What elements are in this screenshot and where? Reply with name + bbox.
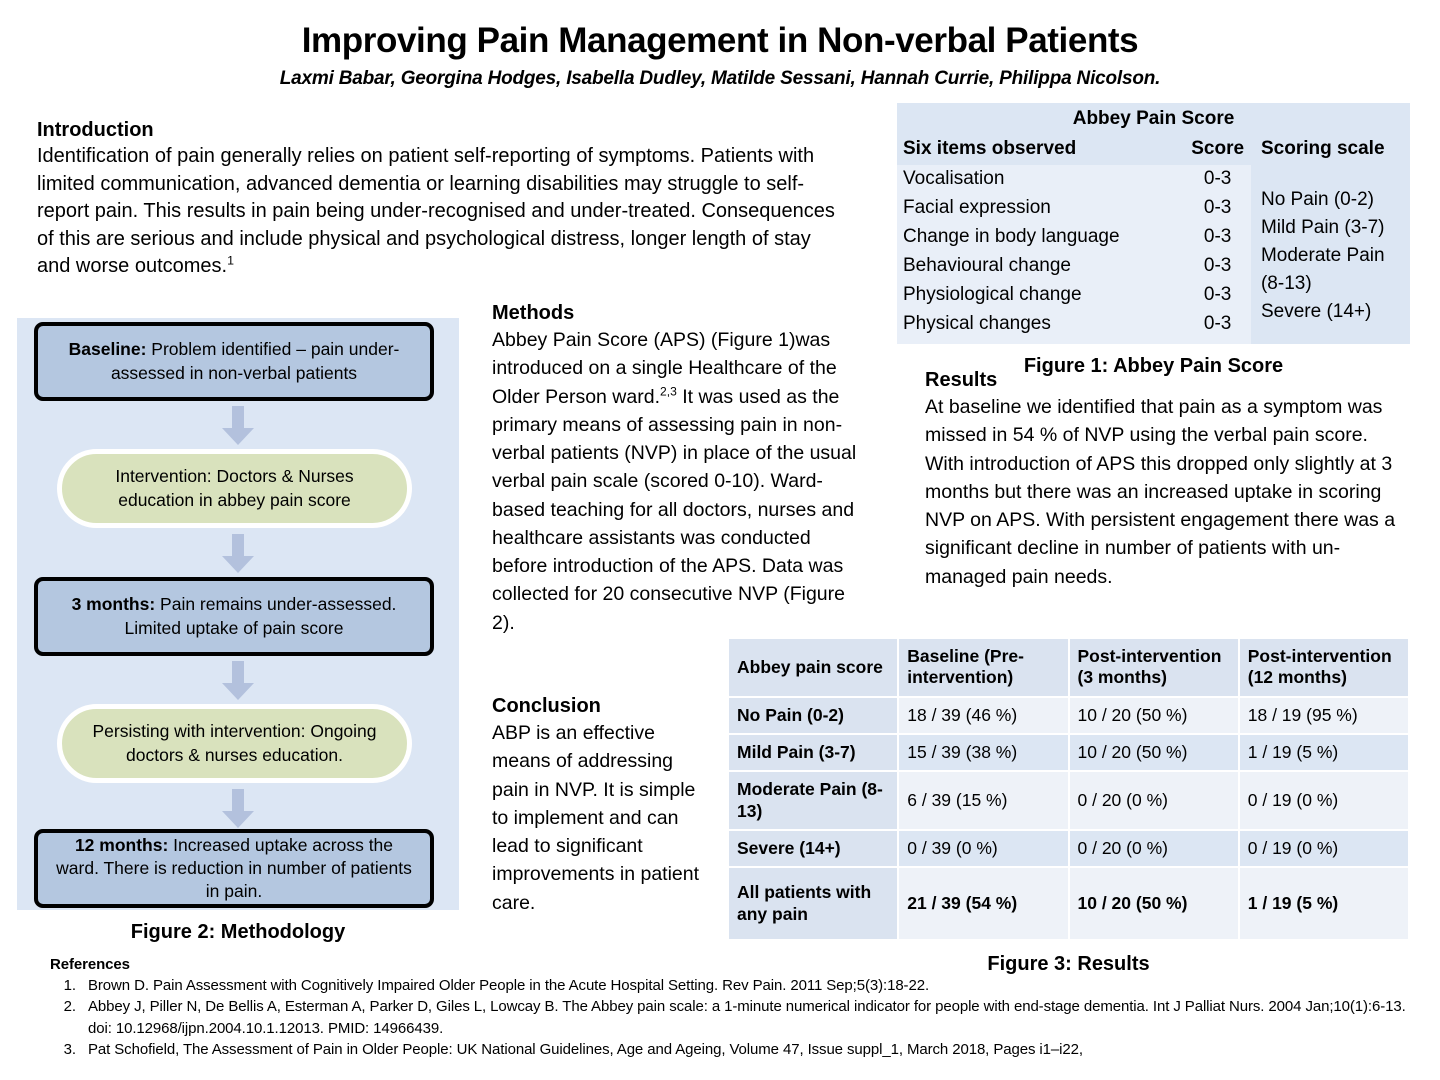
references-section (50, 956, 1420, 1060)
introduction-citation-marker: 1 (227, 253, 235, 268)
scoring-scale-list (1261, 186, 1404, 326)
conclusion-body: ABP is an effective means of addressing pain in NVP. It is simple to implement and can lead to significant improvements in patient care. (492, 722, 700, 914)
abbey-pain-score-table (897, 103, 1410, 344)
results-body: At baseline we identified that pain as a symptom was missed in 54 % of NVP using the verbal pain score. With introduction of APS this dropped only slightly at 3 months but there was an increased uptake in scoring NVP on APS. With persistent engagement there was a significant decline in number of patients with un-managed pain needs. (925, 396, 1396, 588)
aps-item-label: Vocalisation (897, 165, 1184, 194)
references-list (50, 975, 1420, 1060)
table-row (897, 103, 1410, 136)
results-cell-12-months: 1 / 19 (5 %) (1240, 735, 1408, 770)
aps-item-score: 0-3 (1184, 194, 1251, 223)
reference-item: 2. Abbey J, Piller N, De Bellis A, Esterman A, Parker D, Giles L, Lowcay B. The Abbey pain scale: a 1-minute numerical indicator for people with end-stage dementia. Int J Palliat Nurs. 2004 Jan;10(1):6-13. doi: 10.12968/ijpn.2004.10.1.12013. PMID: 14966439. (80, 996, 1420, 1039)
results-row-label: Severe (14+) (729, 831, 897, 866)
results-col-header-score: Abbey pain score (729, 639, 897, 696)
results-cell-12-months: 0 / 19 (0 %) (1240, 831, 1408, 866)
aps-item-label: Physical changes (897, 310, 1184, 344)
results-cell-baseline: 21 / 39 (54 %) (899, 868, 1067, 939)
results-cell-baseline: 6 / 39 (15 %) (899, 772, 1067, 829)
flow-step-baseline-text: Problem identified – pain under-assessed in non-verbal patients (110, 339, 400, 383)
results-row-label: Mild Pain (3-7) (729, 735, 897, 770)
column-header-scale-cell (1251, 136, 1410, 344)
flow-step-3-months-text: Pain remains under-assessed. Limited uptake of pain score (124, 594, 397, 638)
conclusion-section (492, 694, 700, 917)
aps-item-score: 0-3 (1184, 223, 1251, 252)
methods-citation-marker: 2,3 (660, 384, 677, 399)
table-row-total (729, 868, 1408, 939)
methods-body-part2: It was used as the primary means of assessing pain in non-verbal patients (NVP) in place of the usual verbal pain scale (scored 0-10). Ward-based teaching for all doctors, nurses and healthcare assistants was conducted before introduction of the APS. Data was collected for 20 consecutive NVP (Figure 2). (492, 385, 857, 634)
figure2-caption: Figure 2: Methodology (130, 921, 346, 943)
column-header-items: Six items observed (897, 136, 1184, 165)
flow-step-3-months-label: 3 months: (71, 594, 156, 615)
table-row (729, 698, 1408, 733)
results-row-label: No Pain (0-2) (729, 698, 897, 733)
page-title: Improving Pain Management in Non-verbal Patients (301, 21, 1139, 60)
results-cell-12-months: 1 / 19 (5 %) (1240, 868, 1408, 939)
introduction-heading: Introduction (37, 119, 154, 141)
table-header-row (897, 136, 1410, 165)
flow-step-12-months (34, 829, 434, 908)
aps-item-score: 0-3 (1184, 252, 1251, 281)
methods-heading: Methods (492, 302, 575, 324)
figure1-caption: Figure 1: Abbey Pain Score (1023, 355, 1284, 377)
table-header-row (729, 639, 1408, 696)
aps-item-score: 0-3 (1184, 281, 1251, 310)
reference-item: 1. Brown D. Pain Assessment with Cognitively Impaired Older People in the Acute Hospital Setting. Rev Pain. 2011 Sep;5(3):18-22. (80, 975, 1420, 996)
scale-item-moderate-pain: Moderate Pain (8-13) (1260, 244, 1385, 294)
results-cell-3-months: 0 / 20 (0 %) (1070, 831, 1238, 866)
flow-step-intervention (57, 449, 412, 528)
methods-body-part1: Abbey Pain Score (APS) (Figure 1)was introduced on a single Healthcare of the Older Person ward. (492, 329, 837, 408)
results-table (727, 637, 1410, 941)
aps-item-label: Change in body language (897, 223, 1184, 252)
table-row (729, 735, 1408, 770)
aps-item-score: 0-3 (1184, 165, 1251, 194)
flow-arrow-down-icon (221, 534, 255, 574)
results-heading: Results (925, 369, 998, 391)
methods-section (492, 301, 857, 637)
flow-step-3-months (34, 577, 434, 656)
flow-step-persisting (57, 704, 412, 783)
table-row (729, 831, 1408, 866)
methods-body (492, 326, 857, 637)
aps-item-label: Behavioural change (897, 252, 1184, 281)
author-list: Laxmi Babar, Georgina Hodges, Isabella Dudley, Matilde Sessani, Hannah Currie, Philippa Nicolson. (279, 68, 1161, 89)
results-cell-baseline: 0 / 39 (0 %) (899, 831, 1067, 866)
scale-item-severe: Severe (14+) (1260, 300, 1372, 322)
aps-item-label: Facial expression (897, 194, 1184, 223)
results-cell-baseline: 18 / 39 (46 %) (899, 698, 1067, 733)
flow-step-12-months-label: 12 months: (74, 834, 169, 855)
references-heading: References (50, 956, 130, 973)
column-header-scale: Scoring scale (1260, 138, 1385, 159)
scale-item-no-pain: No Pain (0-2) (1260, 189, 1374, 210)
results-section (925, 368, 1405, 591)
results-cell-baseline: 15 / 39 (38 %) (899, 735, 1067, 770)
figure1-container (897, 103, 1410, 378)
results-col-header-3-months: Post-intervention (3 months) (1070, 639, 1238, 696)
table-row (729, 772, 1408, 829)
results-cell-12-months: 0 / 19 (0 %) (1240, 772, 1408, 829)
introduction-body (37, 143, 847, 281)
abbey-table-title: Abbey Pain Score (897, 103, 1410, 136)
results-cell-3-months: 10 / 20 (50 %) (1070, 698, 1238, 733)
reference-item: 3. Pat Schofield, The Assessment of Pain in Older People: UK National Guidelines, Age and Ageing, Volume 47, Issue suppl_1, March 2018, Pages i1–i22, (80, 1039, 1420, 1060)
flow-step-baseline (34, 322, 434, 401)
results-row-label: Moderate Pain (8-13) (729, 772, 897, 829)
figure3-caption: Figure 3: Results (987, 953, 1150, 975)
aps-item-label: Physiological change (897, 281, 1184, 310)
flow-arrow-down-icon (221, 789, 255, 829)
results-col-header-baseline: Baseline (Pre-intervention) (899, 639, 1067, 696)
flow-step-12-months-text: Increased uptake across the ward. There is reduction in number of patients in pain. (56, 834, 412, 902)
introduction-section (37, 118, 847, 281)
results-cell-3-months: 10 / 20 (50 %) (1070, 735, 1238, 770)
figure3-container (727, 637, 1410, 941)
results-cell-3-months: 0 / 20 (0 %) (1070, 772, 1238, 829)
scale-item-mild-pain: Mild Pain (3-7) (1260, 216, 1385, 238)
figure2-flowchart (17, 318, 459, 910)
conclusion-heading: Conclusion (492, 695, 601, 717)
results-cell-12-months: 18 / 19 (95 %) (1240, 698, 1408, 733)
flow-step-intervention-text: Intervention: Doctors & Nurses education in abbey pain score (115, 466, 354, 510)
results-row-label: All patients with any pain (729, 868, 897, 939)
results-cell-3-months: 10 / 20 (50 %) (1070, 868, 1238, 939)
flow-arrow-down-icon (221, 406, 255, 446)
flow-step-baseline-label: Baseline: (68, 339, 147, 360)
flow-arrow-down-icon (221, 661, 255, 701)
introduction-body-text: Identification of pain generally relies on patient self-reporting of symptoms. Patients with limited communication, advanced dementia or learning disabilities may struggle to self-report pain. This results in pain being under-recognised and under-treated. Consequences of this are serious and include physical and psychological distress, longer length of stay and worse outcomes. (37, 145, 835, 278)
aps-item-score: 0-3 (1184, 310, 1251, 344)
results-col-header-12-months: Post-intervention (12 months) (1240, 639, 1408, 696)
flow-step-persisting-text: Persisting with intervention: Ongoing doctors & nurses education. (92, 721, 377, 765)
column-header-score: Score (1184, 136, 1251, 165)
